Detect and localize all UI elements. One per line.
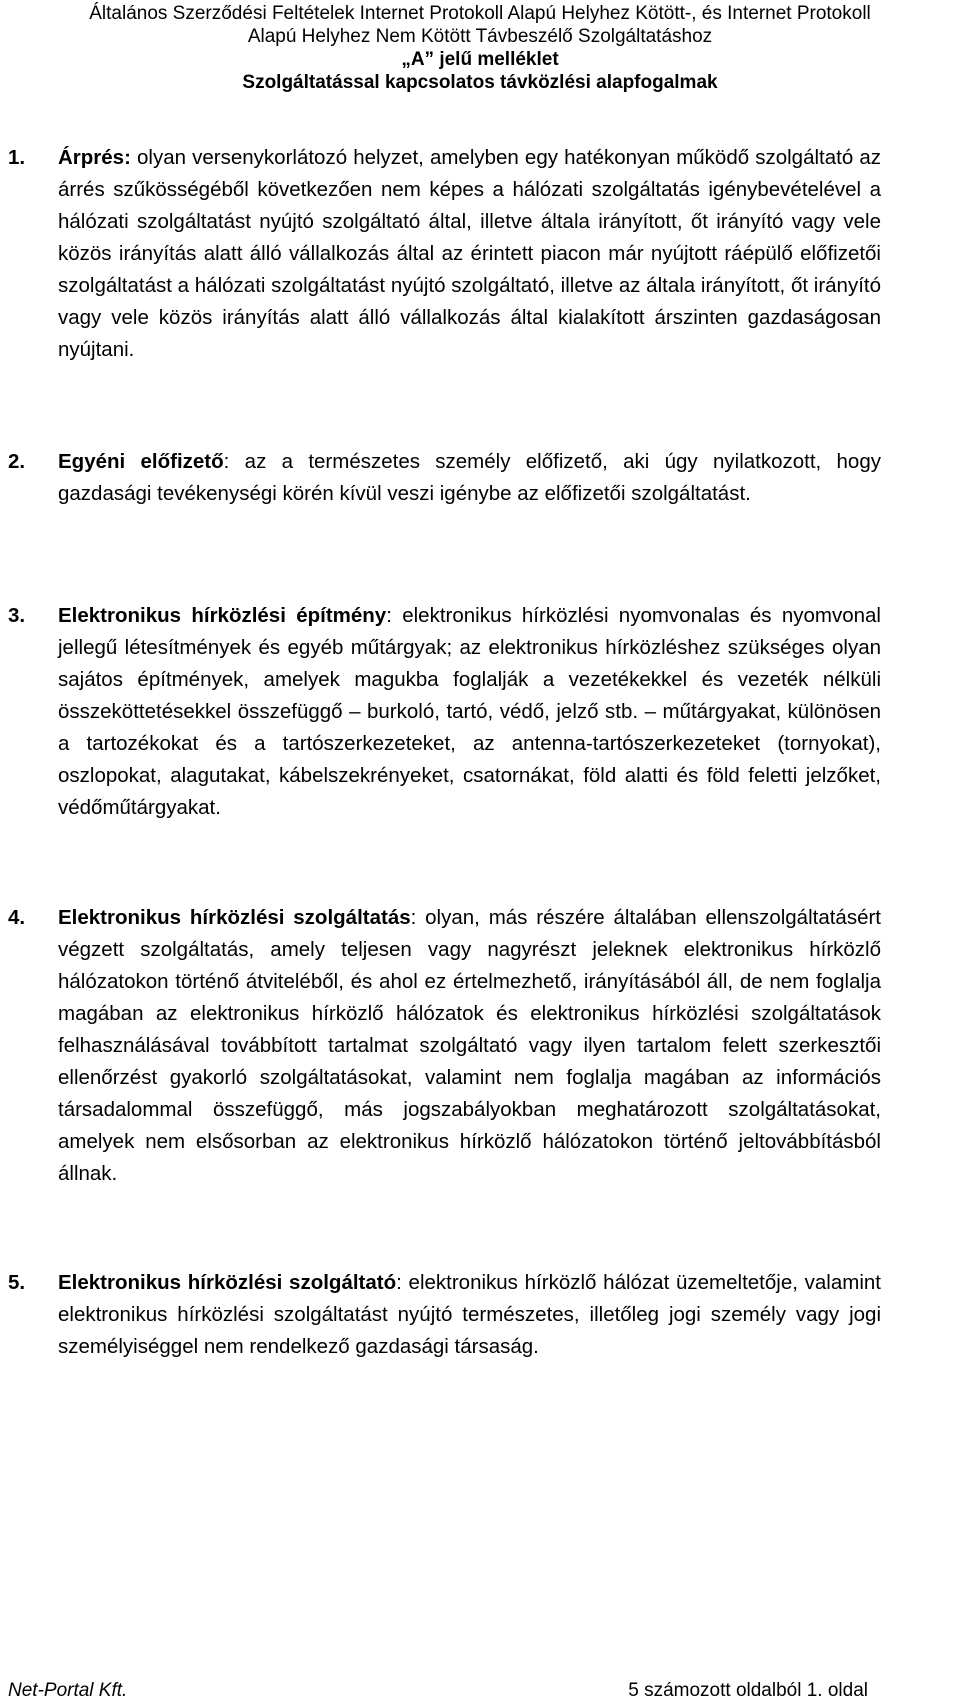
definition-text: : olyan, más részére általában ellenszolgáltatásért végzett szolgáltatás, amely teljesen vagy nagyrészt jeleknek elektronikus hírközlő hálózatokon történő átviteléből, és ahol ez értelmezhető, irányításából áll, de nem foglalja magában az elektronikus hírközlő hálózatok és elektronikus hírközlési szolgáltatások felhasználásával továbbított tartalmat szolgáltató vagy ilyen tartalom felett szerkesztői ellenőrzést gyakorló szolgáltatásokat, valamint nem foglalja magában az információs társadalommal összefüggő, más jogszabályokban meghatározott szolgáltatásokat, amelyek nem elsősorban az elektronikus hírközlő hálózatokon történő jeltovábbításból állnak. <box>58 906 881 1185</box>
document-header <box>0 2 960 94</box>
header-title-line-1: Általános Szerződési Feltételek Internet Protokoll Alapú Helyhez Kötött-, és Internet Protokoll <box>89 3 871 24</box>
definition-text: : elektronikus hírközlési nyomvonalas és nyomvonal jellegű létesítmények és egyéb műtárgyak; az elektronikus hírközléshez szükséges olyan sajátos építmények, amelyek magukba foglalják a vezetékekkel és vezeték nélküli összeköttetésekkel összefüggő – burkoló, tartó, védő, jelző stb. – műtárgyakat, különösen a tartozékokat és a tartószerkezeteket, az antenna-tartószerkezeteket (tornyokat), oszlopokat, alagutakat, kábelszekrényeket, csatornákat, föld alatti és föld feletti jelzőket, védőműtárgyakat. <box>58 604 881 819</box>
section-title: Szolgáltatással kapcsolatos távközlési alapfogalmak <box>242 72 718 93</box>
annex-label: „A” jelű melléklet <box>401 49 559 70</box>
definition-text: : elektronikus hírközlő hálózat üzemeltetője, valamint elektronikus hírközlési szolgáltatást nyújtó természetes, illetőleg jogi személy vagy jogi személyiséggel nem rendelkező gazdasági társaság. <box>58 1271 881 1358</box>
definition-term: Elektronikus hírközlési szolgáltató <box>58 1271 397 1294</box>
definition-number: 5. <box>8 1271 26 1294</box>
definition-number: 4. <box>8 906 26 929</box>
definition-text: : az a természetes személy előfizető, aki úgy nyilatkozott, hogy gazdasági tevékenységi körén kívül veszi igénybe az előfizetői szolgáltatást. <box>58 450 881 505</box>
definition-number: 2. <box>8 450 26 473</box>
definition-number: 3. <box>8 604 26 627</box>
footer-company: Net-Portal Kft. <box>8 1680 128 1701</box>
definition-text: olyan versenykorlátozó helyzet, amelyben egy hatékonyan működő szolgáltató az árrés szűkösségéből következően nem képes a hálózati szolgáltatás igénybevételével a hálózati szolgáltatást nyújtó szolgáltató által, illetve általa irányított, őt irányító vagy vele közös irányítás alatt álló vállalkozás által az érintett piacon már nyújtott ráépülő előfizetői szolgáltatást a hálózati szolgáltatást nyújtó szolgáltató, illetve az általa irányított, őt irányító vagy vele közös irányítás alatt álló vállalkozás által kialakított árszinten gazdaságosan nyújtani. <box>58 146 881 361</box>
definition-body <box>58 902 881 1190</box>
footer-page-number: 5 számozott oldalból 1. oldal <box>628 1680 868 1701</box>
definition-term: Elektronikus hírközlési építmény <box>58 604 387 627</box>
definition-term: Árprés: <box>58 146 131 169</box>
definition-number: 1. <box>8 146 26 169</box>
definition-body <box>58 600 881 824</box>
header-title-line-2: Alapú Helyhez Nem Kötött Távbeszélő Szolgáltatáshoz <box>247 26 713 47</box>
definition-body <box>58 142 881 366</box>
definition-body <box>58 1267 881 1363</box>
definition-body <box>58 446 881 510</box>
definition-term: Elektronikus hírközlési szolgáltatás <box>58 906 411 929</box>
definition-term: Egyéni előfizető <box>58 450 224 473</box>
